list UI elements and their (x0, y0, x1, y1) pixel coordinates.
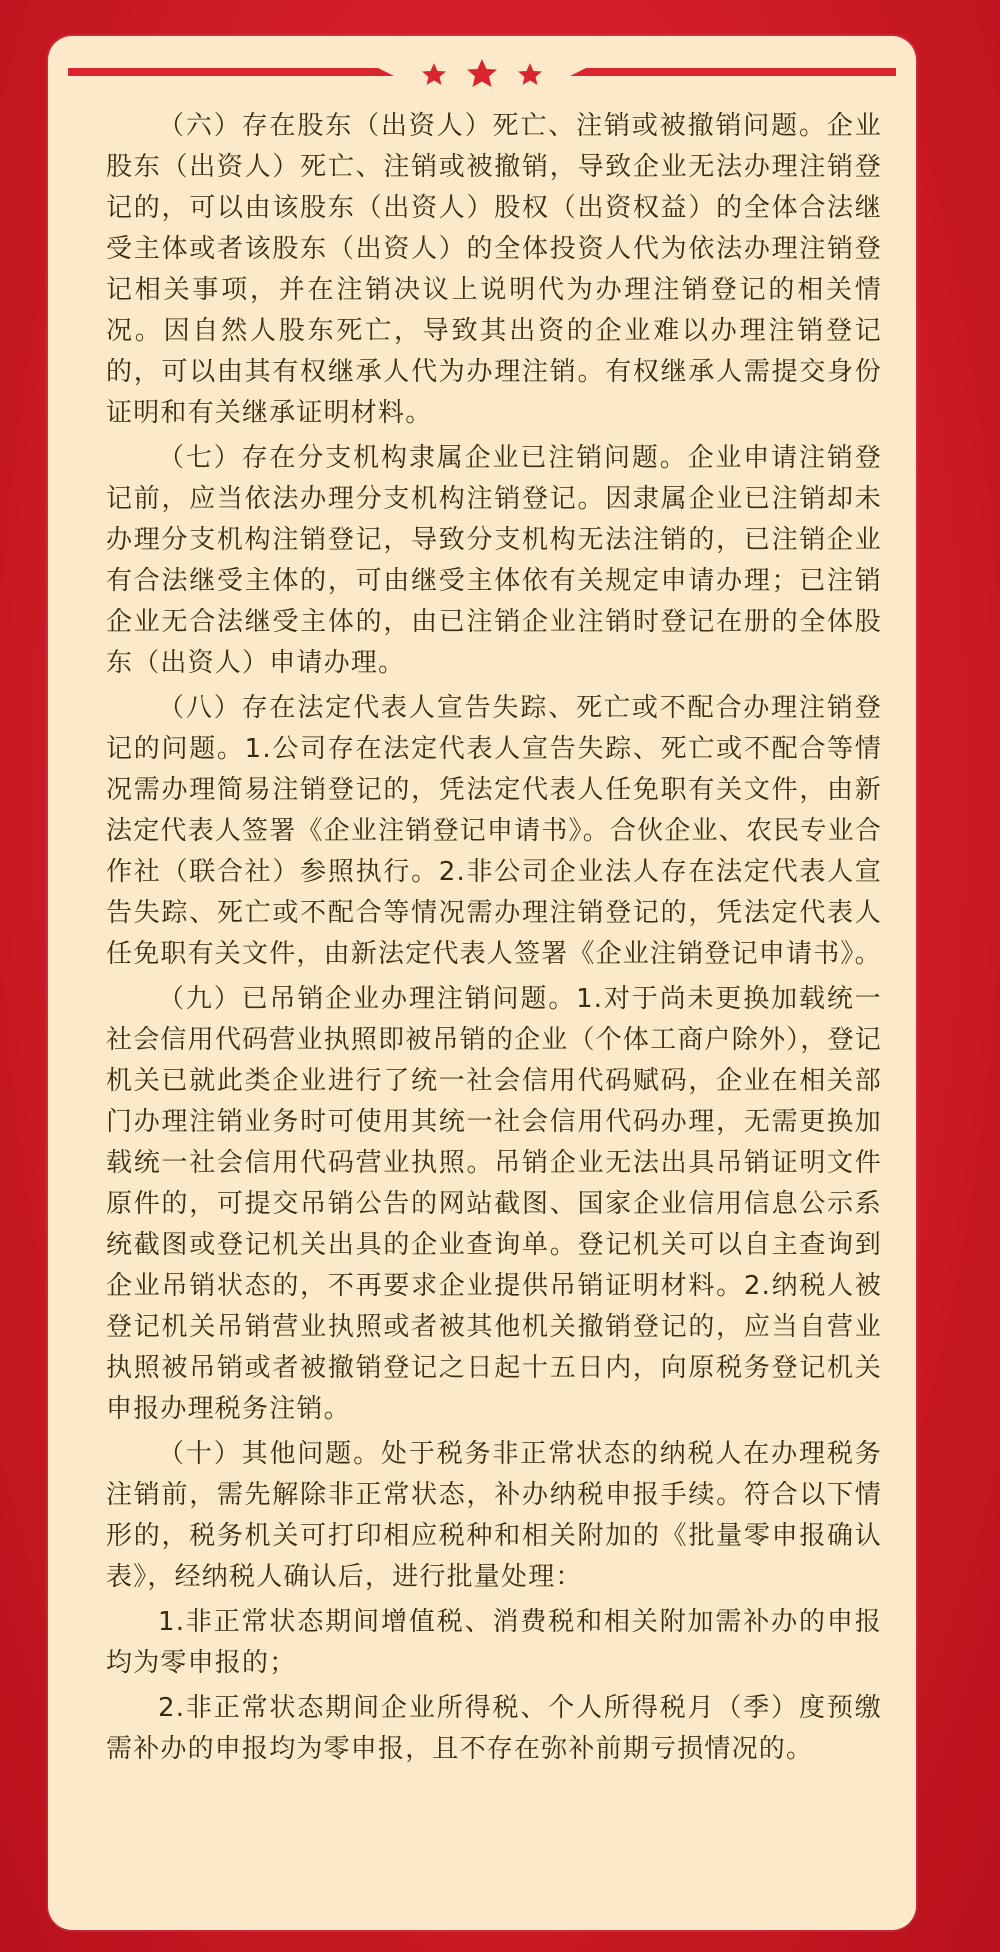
paragraph-eight: （八）存在法定代表人宣告失踪、死亡或不配合办理注销登记的问题。1.公司存在法定代表人宣告失踪、死亡或不配合等情况需办理简易注销登记的，凭法定代表人任免职有关文件，由新法定代表人签署《企业注销登记申请书》。合伙企业、农民专业合作社（联合社）参照执行。2.非公司企业法人存在法定代表人宣告失踪、死亡或不配合等情况需办理注销登记的，凭法定代表人任免职有关文件，由新法定代表人签署《企业注销登记申请书》。 (106, 693, 882, 969)
header-ornament (48, 58, 916, 88)
paragraph-nine: （九）已吊销企业办理注销问题。1.对于尚未更换加载统一社会信用代码营业执照即被吊销的企业（个体工商户除外），登记机关已就此类企业进行了统一社会信用代码赋码，企业在相关部门办理注销业务时可使用其统一社会信用代码办理，无需更换加载统一社会信用代码营业执照。吊销企业无法出具吊销证明文件原件的，可提交吊销公告的网站截图、国家企业信用信息公示系统截图或登记机关出具的企业查询单。登记机关可以自主查询到企业吊销状态的，不再要求企业提供吊销证明材料。2.纳税人被登记机关吊销营业执照或者被其他机关撤销登记的，应当自营业执照被吊销或者被撤销登记之日起十五日内，向原税务登记机关申报办理税务注销。 (106, 984, 882, 1424)
paragraph-ten: （十）其他问题。处于税务非正常状态的纳税人在办理税务注销前，需先解除非正常状态，补办纳税申报手续。符合以下情形的，税务机关可打印相应税种和相关附加的《批量零申报确认表》，经纳税人确认后，进行批量处理： (106, 1439, 882, 1592)
list-item-one: 1.非正常状态期间增值税、消费税和相关附加需补办的申报均为零申报的； (106, 1607, 882, 1678)
content-card (48, 36, 916, 1930)
article-body (106, 106, 882, 1774)
star-icon (467, 59, 497, 87)
paragraph-seven: （七）存在分支机构隶属企业已注销问题。企业申请注销登记前，应当依法办理分支机构注销登记。因隶属企业已注销却未办理分支机构注销登记，导致分支机构无法注销的，已注销企业有合法继受主体的，可由继受主体依有关规定申请办理；已注销企业无合法继受主体的，由已注销企业注销时登记在册的全体股东（出资人）申请办理。 (106, 443, 882, 678)
left-ornament-bar (68, 68, 394, 76)
star-icon (518, 63, 542, 85)
paragraph-six: （六）存在股东（出资人）死亡、注销或被撤销问题。企业股东（出资人）死亡、注销或被撤销，导致企业无法办理注销登记的，可以由该股东（出资人）股权（出资权益）的全体合法继受主体或者该股东（出资人）的全体投资人代为依法办理注销登记相关事项，并在注销决议上说明代为办理注销登记的相关情况。因自然人股东死亡，导致其出资的企业难以办理注销登记的，可以由其有权继承人代为办理注销。有权继承人需提交身份证明和有关继承证明材料。 (106, 111, 882, 428)
star-icon (422, 63, 446, 85)
list-item-two: 2.非正常状态期间企业所得税、个人所得税月（季）度预缴需补办的申报均为零申报，且不存在弥补前期亏损情况的。 (106, 1693, 882, 1764)
right-ornament-bar (570, 68, 896, 76)
